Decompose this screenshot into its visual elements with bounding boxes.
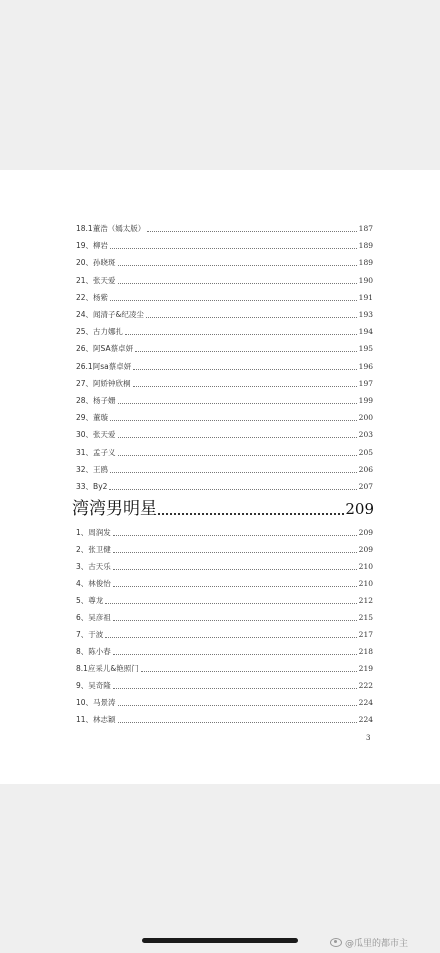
toc-entry[interactable] [76,524,373,538]
toc-entry-page: 215 [358,613,373,622]
page-number: 3 [366,734,371,742]
toc-entry-page: 219 [358,664,373,673]
toc-entry[interactable] [76,237,373,251]
toc-entry-label: 30、张天爱 [76,430,116,440]
toc-entry-page: 210 [358,579,373,588]
toc-entry[interactable] [76,220,373,234]
toc-entry[interactable] [76,609,373,623]
section-page-number: 209 [345,500,374,518]
toc-entry-label: 22、杨紫 [76,292,109,302]
dot-leader [113,688,357,689]
toc-entry[interactable] [76,461,373,475]
dot-leader [118,722,357,723]
toc-entry-page: 205 [358,447,373,457]
dot-leader [118,455,357,456]
dot-leader [118,403,357,404]
toc-entry-label: 18.1董浩（嫣太版） [76,224,146,233]
toc-entry-label: 33、By2 [76,482,108,491]
toc-entry-label: 24、闻清子&纪凌尘 [76,310,144,319]
toc-entry-page: 222 [358,681,373,690]
dot-leader [113,569,357,570]
dot-leader [125,334,357,335]
toc-entry-label: 3、古天乐 [76,562,111,571]
toc-entry[interactable] [76,677,373,691]
toc-entry[interactable] [76,592,373,606]
toc-entry[interactable] [76,711,373,725]
toc-entry[interactable] [76,426,373,440]
toc-entry-label: 29、董璇 [76,413,109,423]
toc-entry-page: 207 [358,482,373,491]
toc-entry-page: 191 [358,292,373,302]
toc-entry[interactable] [76,660,373,674]
toc-entry-page: 210 [358,562,373,571]
toc-entry-label: 20、孙晓斑 [76,258,116,268]
toc-entry[interactable] [76,409,373,423]
toc-entry[interactable] [76,643,373,657]
toc-entry[interactable] [76,272,373,286]
toc-entry-page: 224 [358,715,373,724]
toc-entry-page: 193 [358,310,373,319]
weibo-logo-icon [330,938,342,947]
toc-entry[interactable] [76,392,373,406]
toc-entry-label: 11、林志颖 [76,715,116,724]
toc-entry-label: 7、于波 [76,630,104,639]
toc-entry-page: 196 [358,361,373,371]
toc-entry-label: 4、林俊怡 [76,579,111,588]
toc-entry[interactable] [76,575,373,589]
dot-leader [110,420,357,421]
dot-leader [118,437,357,438]
dot-leader [135,351,357,352]
toc-entry-label: 32、王鸥 [76,464,109,474]
toc-entry-label: 1、周润发 [76,528,111,537]
dot-leader [133,369,356,370]
toc-entry-page: 209 [358,545,373,554]
dot-leader [110,300,357,301]
toc-entry[interactable] [76,375,373,389]
dot-leader [113,620,357,621]
toc-entry[interactable] [76,306,373,320]
toc-entry-page: 200 [358,413,373,423]
toc-entry[interactable] [76,254,373,268]
toc-entry-label: 8.1应采儿&艳照门 [76,664,139,673]
dot-leader [146,317,357,318]
toc-entry-page: 206 [358,464,373,474]
toc-entry[interactable] [76,541,373,555]
toc-section-heading[interactable] [72,495,374,519]
toc-entry-label: 9、吴奇隆 [76,681,111,690]
toc-entry[interactable] [76,444,373,458]
home-indicator-bar[interactable] [142,938,298,943]
toc-entry-page: 189 [358,241,373,251]
toc-entry-page: 197 [358,378,373,388]
dot-leader [133,386,357,387]
toc-entry-page: 189 [358,258,373,268]
toc-entry-label: 8、陈小春 [76,647,111,656]
toc-entry-label: 31、孟子义 [76,447,116,457]
dot-leader [118,705,357,706]
dot-leader [141,671,357,672]
toc-entry-label: 5、尊龙 [76,596,104,605]
watermark-text: @瓜里的都市主 [345,938,409,949]
dot-leader [110,472,357,473]
toc-entry-label: 26、阿SA蔡卓妍 [76,344,134,354]
toc-entry-page: 203 [358,430,373,440]
dot-leader [118,265,357,266]
toc-entry-label: 25、古力娜扎 [76,327,124,337]
weibo-watermark [330,935,408,949]
toc-entry[interactable] [76,358,373,372]
toc-entry[interactable] [76,694,373,708]
dot-leader [113,535,357,536]
dot-leader [109,489,356,490]
toc-entry[interactable] [76,558,373,572]
toc-entry[interactable] [76,340,373,354]
toc-entry-page: 190 [358,275,373,285]
toc-entry[interactable] [76,289,373,303]
toc-entry-page: 199 [358,396,373,405]
dot-leader [113,586,357,587]
toc-entry[interactable] [76,323,373,337]
dot-leader [147,231,356,232]
toc-entry[interactable] [76,478,373,492]
toc-entry-label: 27、阿娇钟欣桐 [76,378,131,388]
toc-entry-page: 212 [358,596,373,605]
toc-entry-page: 187 [358,224,373,233]
toc-entry-page: 194 [358,327,373,337]
dot-leader [118,283,357,284]
dot-leader [110,248,357,249]
dot-leader [113,654,357,655]
toc-entry-label: 6、吴彦祖 [76,613,111,622]
toc-entry-page: 209 [358,528,373,537]
dot-leader [105,603,356,604]
dot-leader [158,513,344,515]
toc-entry-page: 217 [358,630,373,639]
section-title: 湾湾男明星 [72,499,157,519]
toc-entry-page: 195 [358,344,373,354]
dot-leader [113,552,357,553]
toc-entry-label: 2、张卫健 [76,545,111,554]
toc-entry-label: 10、马景涛 [76,698,116,707]
toc-entry-label: 26.1阿sa蔡卓妍 [76,361,132,371]
toc-entry[interactable] [76,626,373,640]
toc-entry-page: 224 [358,698,373,707]
toc-entry-label: 28、杨子姗 [76,396,116,405]
dot-leader [105,637,356,638]
toc-entry-label: 19、柳岩 [76,241,109,251]
toc-entry-label: 21、张天爱 [76,275,116,285]
toc-entry-page: 218 [358,647,373,656]
